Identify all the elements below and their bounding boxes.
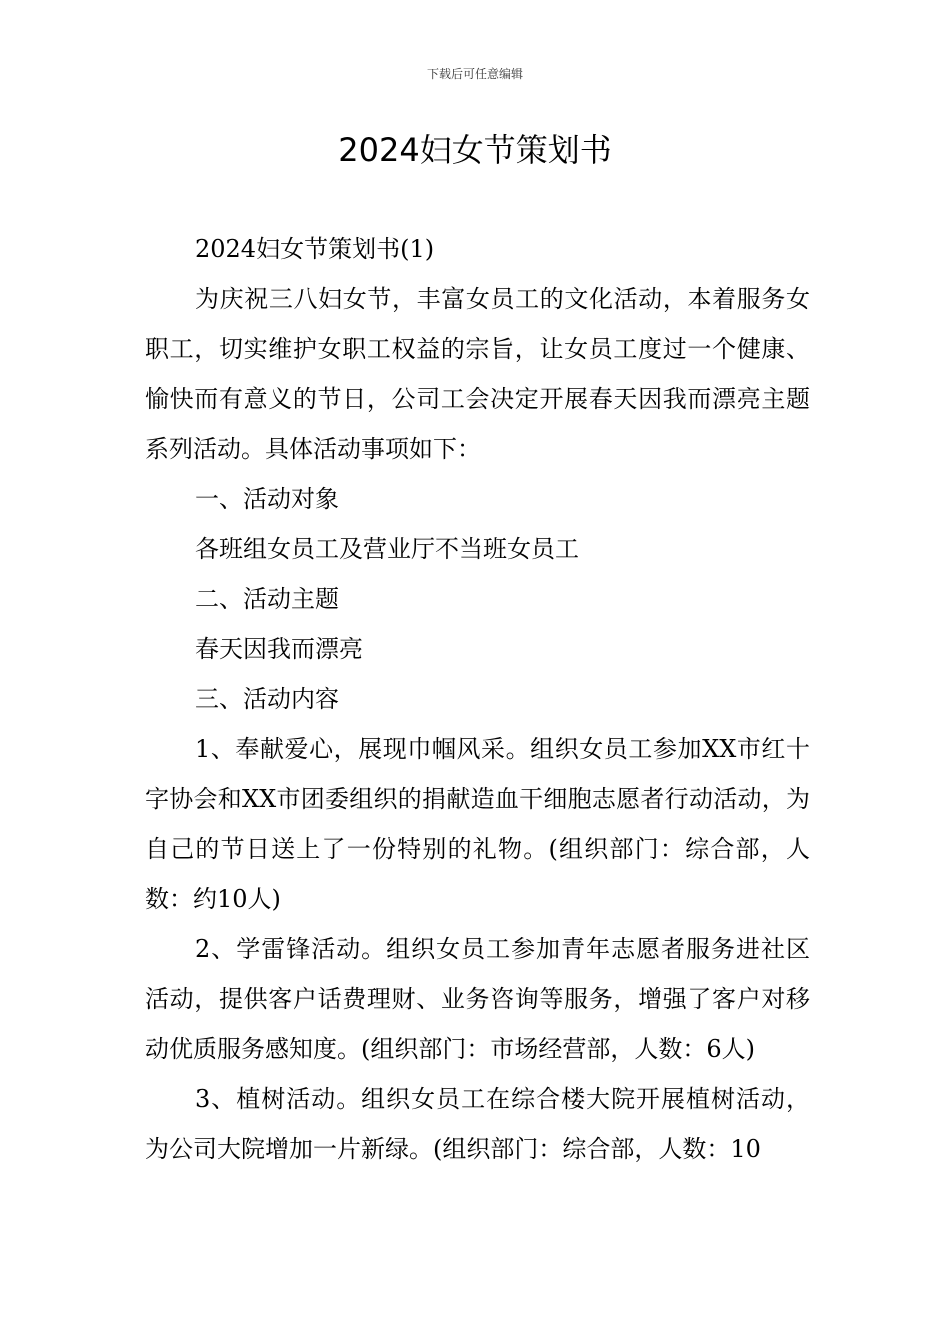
document-body	[145, 224, 810, 1174]
content-item-2: 2、学雷锋活动。组织女员工参加青年志愿者服务进社区活动，提供客户话费理财、业务咨询等服务，增强了客户对移动优质服务感知度。(组织部门：市场经营部，人数：6人)	[145, 935, 810, 1063]
subtitle-paragraph: 2024妇女节策划书(1)	[195, 235, 435, 263]
intro-paragraph: 为庆祝三八妇女节，丰富女员工的文化活动，本着服务女职工，切实维护女职工权益的宗旨，让女员工度过一个健康、愉快而有意义的节日，公司工会决定开展春天因我而漂亮主题系列活动。具体活动事项如下：	[145, 285, 810, 463]
section-heading-target: 一、活动对象	[195, 485, 339, 513]
target-paragraph: 各班组女员工及营业厅不当班女员工	[195, 535, 579, 563]
section-heading-theme: 二、活动主题	[195, 585, 339, 613]
content-item-1: 1、奉献爱心，展现巾帼风采。组织女员工参加XX市红十字协会和XX市团委组织的捐献造血干细胞志愿者行动活动，为自己的节日送上了一份特别的礼物。(组织部门：综合部，人数：约10人)	[145, 735, 810, 913]
document-title: 2024妇女节策划书	[338, 131, 612, 169]
section-heading-content: 三、活动内容	[195, 685, 339, 713]
page-header-note: 下载后可任意编辑	[426, 67, 523, 81]
theme-paragraph: 春天因我而漂亮	[195, 635, 363, 663]
content-item-3: 3、植树活动。组织女员工在综合楼大院开展植树活动，为公司大院增加一片新绿。(组织部门：综合部，人数：10	[145, 1085, 810, 1163]
